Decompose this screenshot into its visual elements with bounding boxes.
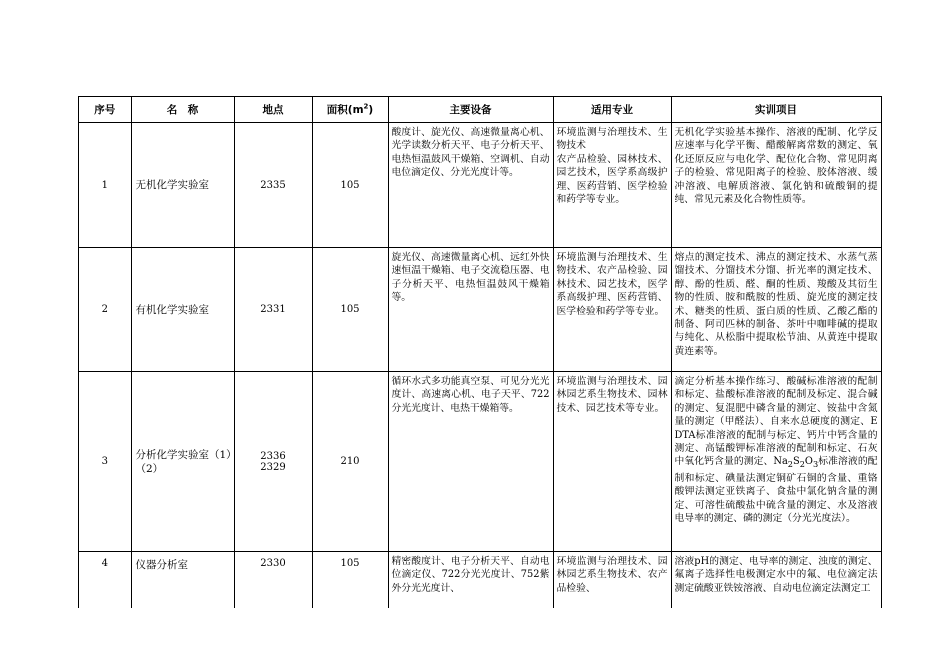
cell-area: 105 [312,248,388,372]
cell-name: 仪器分析室 [131,552,234,609]
cell-majors: 环境监测与治理技术、园林园艺系生物技术、园林技术、园艺技术等专业。 [553,372,671,552]
cell-majors: 环境监测与治理技术、生物技术、农产品检验、园林技术、园艺技术，医学系高级护理、医药营销、医学检验和药学等专业。 [553,248,671,372]
table-row [79,372,881,552]
cell-majors: 环境监测与治理技术、生物技术 农产品检验、园林技术、园艺技术，医学系高级护理、医药营销、医学检验和药学等专业。 [553,123,671,248]
header-area: 面积$(m^2)$ [312,97,388,123]
cell-location: 2331 [234,248,312,372]
header-location: 地点 [234,97,312,123]
cell-name: 无机化学实验室 [131,123,234,248]
table-row [79,248,881,372]
lab-table [79,97,882,608]
cell-majors: 环境监测与治理技术、园林园艺系生物技术、农产品检验、 [553,552,671,609]
cell-name: 有机化学实验室 [131,248,234,372]
header-projects: 实训项目 [671,97,881,123]
cell-equipment: 酸度计、旋光仪、高速微量离心机、光学读数分析天平、电子分析天平、电热恒温鼓风干燥箱、空调机、自动电位滴定仪、分光光度计等。 [388,123,553,248]
cell-seq: 1 [79,123,131,248]
cell-location: 2336 2329 [234,372,312,552]
table-row [79,123,881,248]
lab-table-page [78,96,882,608]
header-majors: 适用专业 [553,97,671,123]
cell-equipment: 循环水式多功能真空泵、可见分光光度计、高速离心机、电子天平、722分光光度计、电热干燥箱等。 [388,372,553,552]
cell-location: 2335 [234,123,312,248]
cell-seq: 4 [79,552,131,609]
cell-seq: 2 [79,248,131,372]
cell-projects: 熔点的测定技术、沸点的测定技术、水蒸气蒸馏技术、分馏技术分馏、折光率的测定技术、醇、酚的性质、醛、酮的性质、羧酸及其衍生物的性质、胺和酰胺的性质、旋光度的测定技术、糖类的性质、蛋白质的性质、乙酸乙酯的制备、阿司匹林的制备、茶叶中咖啡碱的提取与纯化、从松脂中提取松节油、从黄连中提取黄连素等。 [671,248,881,372]
cell-location: 2330 [234,552,312,609]
header-row [79,97,881,123]
cell-area: 210 [312,372,388,552]
cell-projects: 溶液pH的测定、电导率的测定、浊度的测定、氟离子选择性电极测定水中的氟、电位滴定法测定硫酸亚铁铵溶液、自动电位滴定法测定工 [671,552,881,609]
cell-equipment: 旋光仪、高速微量离心机、远红外快速恒温干燥箱、电子交流稳压器、电子分析天平、电热恒温鼓风干燥箱等。 [388,248,553,372]
cell-equipment: 精密酸度计、电子分析天平、自动电位滴定仪、722分光光度计、752紫外分光光度计、 [388,552,553,609]
cell-name: 分析化学实验室（1）（2） [131,372,234,552]
cell-area: 105 [312,123,388,248]
header-seq: 序号 [79,97,131,123]
table-row [79,552,881,609]
cell-area: 105 [312,552,388,609]
cell-projects: 无机化学实验基本操作、溶液的配制、化学反应速率与化学平衡、醋酸解离常数的测定、氧化还原反应与电化学、配位化合物、常见阴离子的检验、常见阳离子的检验、胶体溶液、缓冲溶液、电解质溶液、氯化钠和硫酸铜的提纯、常见元素及化合物性质等。 [671,123,881,248]
header-name: 名 称 [131,97,234,123]
cell-projects: 滴定分析基本操作练习、酸碱标准溶液的配制和标定、盐酸标准溶液的配制及标定、混合碱的测定、复混肥中磷含量的测定、铵盐中含氮量的测定（甲醛法）、自来水总硬度的测定、EDTA标准溶液的配制与标定、钙片中钙含量的测定、高锰酸钾标准溶液的配制和标定、石灰中氧化钙含量的测定、$Na_2S_2O_3$标准溶液的配制和标定、碘量法测定铜矿石铜的含量、重铬酸钾法测定亚铁离子、食盐中氯化钠含量的测定、可溶性硫酸盐中硫含量的测定、水及溶液电导率的测定、磷的测定（分光光度法）。 [671,372,881,552]
header-equipment: 主要设备 [388,97,553,123]
cell-seq: 3 [79,372,131,552]
